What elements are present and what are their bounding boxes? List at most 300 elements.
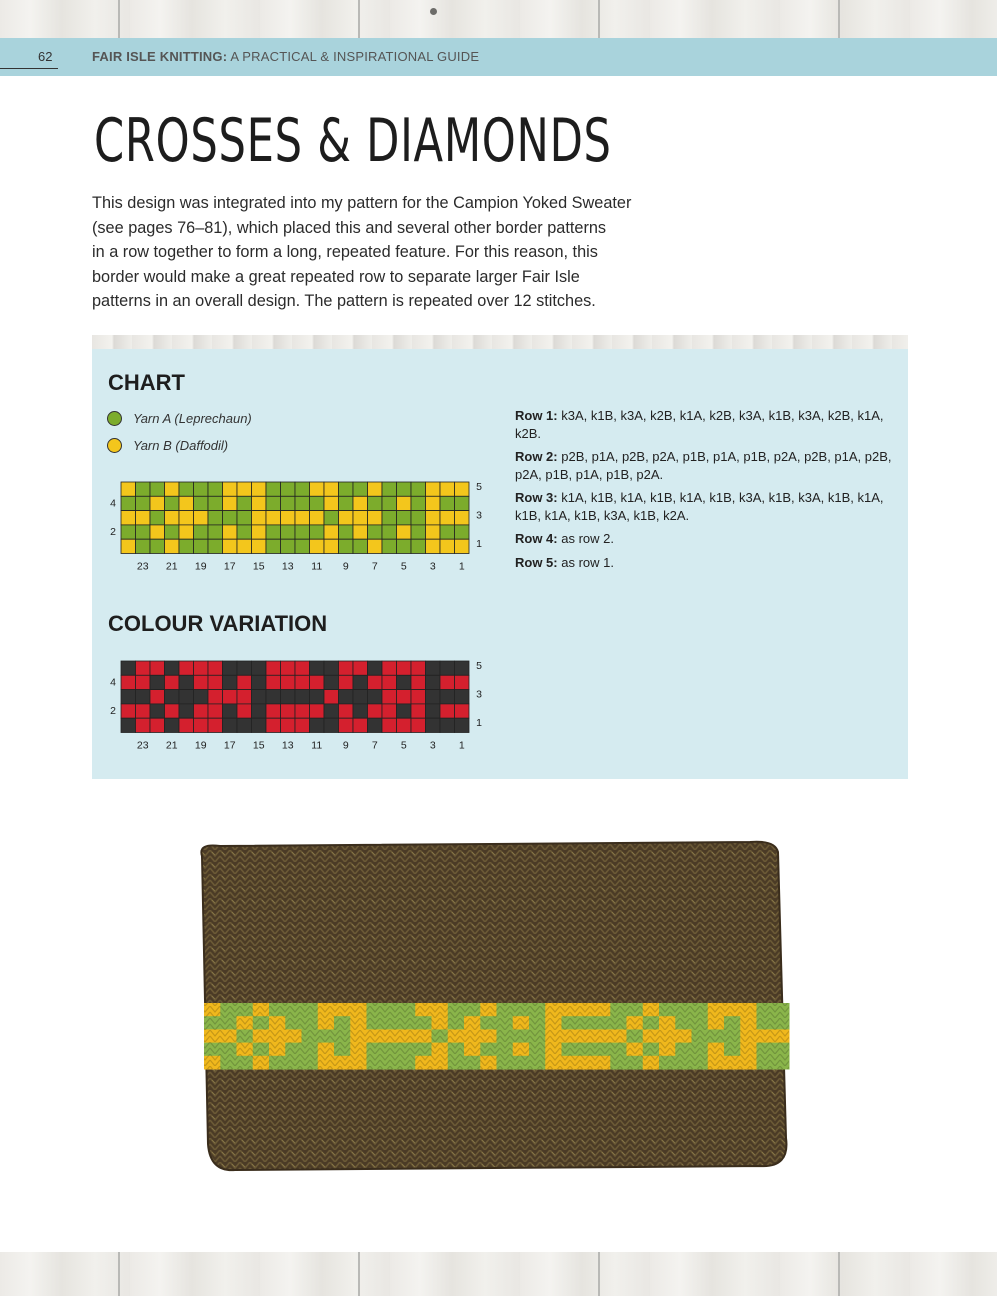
grid-cell bbox=[440, 661, 455, 675]
grid-cell bbox=[252, 539, 267, 553]
grid-cell bbox=[411, 690, 426, 704]
grid-cell bbox=[295, 718, 310, 732]
grid-cell bbox=[295, 511, 310, 525]
grid-cell bbox=[295, 661, 310, 675]
grid-cell bbox=[353, 675, 368, 689]
column-label: 13 bbox=[281, 560, 294, 572]
wood-background-bottom bbox=[0, 1252, 997, 1296]
grid-cell bbox=[295, 525, 310, 539]
grid-cell bbox=[179, 704, 194, 718]
grid-cell bbox=[252, 511, 267, 525]
grid-cell bbox=[194, 496, 209, 510]
chart-grid-svg bbox=[105, 480, 490, 572]
grid-cell bbox=[353, 511, 368, 525]
grid-cell bbox=[194, 661, 209, 675]
grid-cell bbox=[324, 496, 339, 510]
instruction-row-4 bbox=[515, 530, 895, 548]
instruction-row-label: Row 3: bbox=[515, 490, 558, 505]
grid-cell bbox=[281, 525, 296, 539]
grid-cell bbox=[252, 690, 267, 704]
grid-cell bbox=[382, 496, 397, 510]
grid-cell bbox=[121, 511, 136, 525]
page-number: 62 bbox=[38, 49, 53, 64]
book-subtitle: A PRACTICAL & INSPIRATIONAL GUIDE bbox=[227, 49, 480, 64]
grid-cell bbox=[397, 690, 412, 704]
running-header bbox=[0, 38, 997, 76]
grid-cell bbox=[440, 675, 455, 689]
grid-cell bbox=[194, 718, 209, 732]
instruction-row-text: k3A, k1B, k3A, k2B, k1A, k2B, k3A, k1B, k3A, k2B, k1A, k2B. bbox=[515, 408, 884, 441]
column-label: 1 bbox=[458, 560, 465, 572]
grid-cell bbox=[252, 496, 267, 510]
grid-cell bbox=[310, 690, 325, 704]
grid-cell bbox=[165, 525, 180, 539]
column-label: 21 bbox=[165, 739, 178, 751]
grid-cell bbox=[368, 675, 383, 689]
column-label: 3 bbox=[429, 739, 436, 751]
colour-variation-heading: COLOUR VARIATION bbox=[108, 611, 328, 636]
grid-cell bbox=[194, 539, 209, 553]
grid-cell bbox=[281, 661, 296, 675]
legend-yarn-b bbox=[107, 436, 228, 454]
grid-cell bbox=[339, 482, 354, 496]
grid-cell bbox=[426, 704, 441, 718]
grid-cell bbox=[397, 675, 412, 689]
grid-cell bbox=[223, 496, 238, 510]
grid-cell bbox=[382, 690, 397, 704]
grid-cell bbox=[237, 661, 252, 675]
row-label-right: 1 bbox=[476, 717, 482, 730]
grid-cell bbox=[194, 525, 209, 539]
knitted-swatch-photo bbox=[190, 838, 796, 1179]
instruction-row-text: as row 1. bbox=[557, 554, 614, 570]
grid-cell bbox=[455, 482, 470, 496]
grid-cell bbox=[194, 482, 209, 496]
grid-cell bbox=[136, 496, 151, 510]
grid-cell bbox=[455, 525, 470, 539]
grid-cell bbox=[150, 675, 165, 689]
grid-cell bbox=[223, 718, 238, 732]
grid-cell bbox=[295, 539, 310, 553]
grid-cell bbox=[455, 539, 470, 553]
column-label: 23 bbox=[136, 560, 149, 572]
grid-cell bbox=[237, 690, 252, 704]
grid-cell bbox=[266, 482, 281, 496]
grid-cell bbox=[426, 511, 441, 525]
grid-cell bbox=[455, 690, 470, 704]
row-label-left: 2 bbox=[110, 705, 116, 718]
intro-line: This design was integrated into my pattern for the Campion Yoked Sweater bbox=[92, 194, 632, 212]
grid-cell bbox=[426, 539, 441, 553]
grid-cell bbox=[324, 482, 339, 496]
grid-cell bbox=[368, 511, 383, 525]
grid-cell bbox=[426, 525, 441, 539]
grid-cell bbox=[353, 496, 368, 510]
grid-cell bbox=[165, 718, 180, 732]
grid-cell bbox=[368, 525, 383, 539]
grid-cell bbox=[194, 675, 209, 689]
column-label: 11 bbox=[311, 560, 323, 572]
legend-yarn-a bbox=[107, 409, 252, 427]
grid-cell bbox=[324, 704, 339, 718]
grid-cell bbox=[440, 704, 455, 718]
grid-cell bbox=[353, 661, 368, 675]
grid-cell bbox=[150, 511, 165, 525]
grid-cell bbox=[353, 482, 368, 496]
grid-cell bbox=[382, 511, 397, 525]
column-label: 19 bbox=[194, 739, 207, 751]
grid-cell bbox=[324, 718, 339, 732]
grid-cell bbox=[411, 661, 426, 675]
grid-cell bbox=[368, 704, 383, 718]
grid-cell bbox=[223, 704, 238, 718]
yarn-a-swatch-icon bbox=[107, 411, 122, 426]
grid-cell bbox=[281, 704, 296, 718]
grid-cell bbox=[455, 675, 470, 689]
grid-cell bbox=[339, 539, 354, 553]
grid-cell bbox=[150, 539, 165, 553]
grid-cell bbox=[411, 675, 426, 689]
row-label-right: 3 bbox=[476, 688, 482, 701]
yarn-b-swatch-icon bbox=[107, 438, 122, 453]
grid-cell bbox=[368, 539, 383, 553]
grid-cell bbox=[165, 690, 180, 704]
grid-cell bbox=[237, 525, 252, 539]
grid-cell bbox=[397, 482, 412, 496]
grid-cell bbox=[208, 718, 223, 732]
row-label-left: 2 bbox=[110, 526, 116, 539]
grid-cell bbox=[310, 539, 325, 553]
grid-cell bbox=[252, 661, 267, 675]
grid-cell bbox=[310, 675, 325, 689]
grid-cell bbox=[426, 718, 441, 732]
row-label-left: 4 bbox=[110, 497, 116, 510]
column-label: 15 bbox=[252, 560, 265, 572]
grid-cell bbox=[295, 482, 310, 496]
grid-cell bbox=[310, 525, 325, 539]
grid-cell bbox=[223, 482, 238, 496]
row-label-right: 3 bbox=[476, 509, 482, 522]
instruction-row-2 bbox=[515, 448, 895, 483]
grid-cell bbox=[179, 496, 194, 510]
grid-cell bbox=[324, 511, 339, 525]
grid-cell bbox=[455, 496, 470, 510]
grid-cell bbox=[324, 690, 339, 704]
grid-cell bbox=[440, 511, 455, 525]
column-label: 5 bbox=[400, 739, 407, 751]
grid-cell bbox=[339, 690, 354, 704]
grid-cell bbox=[310, 511, 325, 525]
grid-cell bbox=[353, 718, 368, 732]
column-label: 21 bbox=[165, 560, 178, 572]
grid-cell bbox=[455, 511, 470, 525]
grid-cell bbox=[179, 690, 194, 704]
grid-cell bbox=[310, 496, 325, 510]
grid-cell bbox=[223, 539, 238, 553]
grid-cell bbox=[121, 675, 136, 689]
grid-cell bbox=[266, 525, 281, 539]
column-label: 3 bbox=[429, 560, 436, 572]
grid-cell bbox=[281, 539, 296, 553]
grid-cell bbox=[136, 704, 151, 718]
book-title bbox=[92, 49, 479, 64]
grid-cell bbox=[281, 511, 296, 525]
nail-icon bbox=[430, 8, 437, 15]
grid-cell bbox=[179, 539, 194, 553]
grid-cell bbox=[150, 718, 165, 732]
grid-cell bbox=[252, 525, 267, 539]
grid-cell bbox=[165, 496, 180, 510]
chart-grid bbox=[105, 480, 490, 572]
grid-cell bbox=[237, 511, 252, 525]
grid-cell bbox=[353, 690, 368, 704]
instruction-row-1 bbox=[515, 407, 895, 442]
grid-cell bbox=[208, 704, 223, 718]
grid-cell bbox=[411, 539, 426, 553]
grid-cell bbox=[237, 704, 252, 718]
grid-cell bbox=[237, 718, 252, 732]
grid-cell bbox=[339, 718, 354, 732]
grid-cell bbox=[237, 496, 252, 510]
grid-cell bbox=[382, 525, 397, 539]
grid-cell bbox=[266, 496, 281, 510]
grid-cell bbox=[121, 525, 136, 539]
instruction-row-label: Row 4: bbox=[515, 531, 558, 546]
row-instructions bbox=[515, 407, 895, 577]
grid-cell bbox=[426, 482, 441, 496]
grid-cell bbox=[339, 704, 354, 718]
grid-cell bbox=[179, 718, 194, 732]
instruction-row-label: Row 1: bbox=[515, 408, 558, 423]
grid-cell bbox=[281, 496, 296, 510]
grid-cell bbox=[179, 675, 194, 689]
instruction-row-label: Row 5: bbox=[515, 554, 558, 570]
grid-cell bbox=[310, 718, 325, 732]
column-label: 7 bbox=[371, 739, 378, 751]
grid-cell bbox=[281, 482, 296, 496]
grid-cell bbox=[136, 661, 151, 675]
grid-cell bbox=[324, 525, 339, 539]
grid-cell bbox=[208, 525, 223, 539]
wood-background-top bbox=[0, 0, 997, 38]
grid-cell bbox=[426, 496, 441, 510]
grid-cell bbox=[179, 511, 194, 525]
column-label: 9 bbox=[342, 739, 349, 751]
grid-cell bbox=[426, 661, 441, 675]
grid-cell bbox=[165, 539, 180, 553]
page-number-rule bbox=[0, 68, 58, 69]
grid-cell bbox=[208, 675, 223, 689]
grid-cell bbox=[455, 718, 470, 732]
grid-cell bbox=[455, 661, 470, 675]
grid-cell bbox=[440, 539, 455, 553]
grid-cell bbox=[295, 496, 310, 510]
column-label: 1 bbox=[458, 739, 465, 751]
grid-cell bbox=[368, 482, 383, 496]
grid-cell bbox=[426, 675, 441, 689]
grid-cell bbox=[281, 718, 296, 732]
grid-cell bbox=[121, 704, 136, 718]
grid-cell bbox=[397, 525, 412, 539]
grid-cell bbox=[368, 718, 383, 732]
grid-cell bbox=[266, 704, 281, 718]
grid-cell bbox=[252, 482, 267, 496]
grid-cell bbox=[310, 482, 325, 496]
grid-cell bbox=[223, 661, 238, 675]
column-label: 13 bbox=[281, 739, 294, 751]
grid-cell bbox=[426, 690, 441, 704]
row-label-right: 5 bbox=[476, 659, 482, 672]
grid-cell bbox=[252, 718, 267, 732]
grid-cell bbox=[208, 482, 223, 496]
grid-cell bbox=[136, 525, 151, 539]
grid-cell bbox=[194, 704, 209, 718]
column-label: 7 bbox=[371, 560, 378, 572]
grid-cell bbox=[266, 718, 281, 732]
chart-heading: CHART bbox=[108, 370, 185, 395]
column-label: 19 bbox=[194, 560, 207, 572]
grid-cell bbox=[440, 482, 455, 496]
grid-cell bbox=[252, 675, 267, 689]
panel-wood-edge bbox=[92, 335, 908, 349]
grid-cell bbox=[121, 690, 136, 704]
grid-cell bbox=[266, 675, 281, 689]
grid-cell bbox=[121, 496, 136, 510]
grid-cell bbox=[150, 690, 165, 704]
grid-cell bbox=[165, 675, 180, 689]
grid-cell bbox=[266, 511, 281, 525]
grid-cell bbox=[353, 539, 368, 553]
grid-cell bbox=[411, 718, 426, 732]
colour-variation-grid-svg bbox=[105, 659, 490, 751]
instruction-row-5 bbox=[515, 554, 895, 572]
grid-cell bbox=[136, 511, 151, 525]
column-label: 9 bbox=[342, 560, 349, 572]
grid-cell bbox=[382, 661, 397, 675]
instruction-row-label: Row 2: bbox=[515, 449, 558, 464]
grid-cell bbox=[411, 482, 426, 496]
column-label: 15 bbox=[252, 739, 265, 751]
grid-cell bbox=[339, 496, 354, 510]
grid-cell bbox=[339, 511, 354, 525]
grid-cell bbox=[252, 704, 267, 718]
grid-cell bbox=[440, 525, 455, 539]
grid-cell bbox=[150, 496, 165, 510]
grid-cell bbox=[121, 482, 136, 496]
grid-cell bbox=[368, 661, 383, 675]
grid-cell bbox=[223, 511, 238, 525]
instruction-row-text: as row 2. bbox=[557, 531, 614, 546]
grid-cell bbox=[223, 525, 238, 539]
grid-cell bbox=[339, 525, 354, 539]
grid-cell bbox=[440, 718, 455, 732]
grid-cell bbox=[266, 539, 281, 553]
colour-variation-grid bbox=[105, 659, 490, 751]
grid-cell bbox=[179, 482, 194, 496]
grid-cell bbox=[136, 675, 151, 689]
grid-cell bbox=[295, 704, 310, 718]
grid-cell bbox=[208, 661, 223, 675]
grid-cell bbox=[194, 511, 209, 525]
grid-cell bbox=[324, 539, 339, 553]
grid-cell bbox=[165, 511, 180, 525]
grid-cell bbox=[353, 704, 368, 718]
row-label-right: 1 bbox=[476, 538, 482, 551]
grid-cell bbox=[266, 690, 281, 704]
grid-cell bbox=[382, 482, 397, 496]
grid-cell bbox=[397, 496, 412, 510]
grid-cell bbox=[281, 690, 296, 704]
grid-cell bbox=[194, 690, 209, 704]
grid-cell bbox=[397, 718, 412, 732]
grid-cell bbox=[295, 690, 310, 704]
grid-cell bbox=[353, 525, 368, 539]
grid-cell bbox=[310, 704, 325, 718]
grid-cell bbox=[165, 704, 180, 718]
instruction-row-3 bbox=[515, 489, 895, 524]
column-label: 17 bbox=[223, 739, 236, 751]
grid-cell bbox=[382, 704, 397, 718]
instruction-row-text: k1A, k1B, k1A, k1B, k1A, k1B, k3A, k1B, k3A, k1B, k1A, k1B, k1A, k1B, k3A, k1B, k2A. bbox=[515, 490, 884, 523]
grid-cell bbox=[150, 704, 165, 718]
grid-cell bbox=[208, 496, 223, 510]
grid-cell bbox=[281, 675, 296, 689]
knitted-swatch-image bbox=[190, 838, 796, 1174]
row-label-left: 4 bbox=[110, 676, 116, 689]
grid-cell bbox=[208, 690, 223, 704]
grid-cell bbox=[397, 539, 412, 553]
grid-cell bbox=[411, 525, 426, 539]
grid-cell bbox=[397, 704, 412, 718]
grid-cell bbox=[237, 539, 252, 553]
grid-cell bbox=[150, 482, 165, 496]
grid-cell bbox=[266, 661, 281, 675]
grid-cell bbox=[136, 690, 151, 704]
grid-cell bbox=[455, 704, 470, 718]
grid-cell bbox=[165, 482, 180, 496]
grid-cell bbox=[165, 661, 180, 675]
intro-paragraph bbox=[92, 191, 682, 314]
row-label-right: 5 bbox=[476, 480, 482, 493]
grid-cell bbox=[324, 661, 339, 675]
grid-cell bbox=[411, 511, 426, 525]
grid-cell bbox=[136, 539, 151, 553]
grid-cell bbox=[339, 661, 354, 675]
page-title: CROSSES & DIAMONDS bbox=[94, 106, 612, 176]
legend-label-yarn-a: Yarn A (Leprechaun) bbox=[133, 410, 252, 426]
grid-cell bbox=[397, 511, 412, 525]
grid-cell bbox=[295, 675, 310, 689]
grid-cell bbox=[382, 539, 397, 553]
grid-cell bbox=[382, 718, 397, 732]
intro-line: patterns in an overall design. The pattern is repeated over 12 stitches. bbox=[92, 292, 596, 311]
grid-cell bbox=[339, 675, 354, 689]
column-label: 11 bbox=[311, 739, 323, 751]
grid-cell bbox=[237, 675, 252, 689]
grid-cell bbox=[411, 496, 426, 510]
intro-line: (see pages 76–81), which placed this and several other border patterns bbox=[92, 218, 607, 237]
column-label: 23 bbox=[136, 739, 149, 751]
grid-cell bbox=[368, 496, 383, 510]
grid-cell bbox=[179, 525, 194, 539]
grid-cell bbox=[136, 718, 151, 732]
grid-cell bbox=[136, 482, 151, 496]
grid-cell bbox=[150, 525, 165, 539]
grid-cell bbox=[208, 539, 223, 553]
grid-cell bbox=[223, 690, 238, 704]
book-title-bold: FAIR ISLE KNITTING: bbox=[92, 49, 228, 64]
grid-cell bbox=[121, 661, 136, 675]
